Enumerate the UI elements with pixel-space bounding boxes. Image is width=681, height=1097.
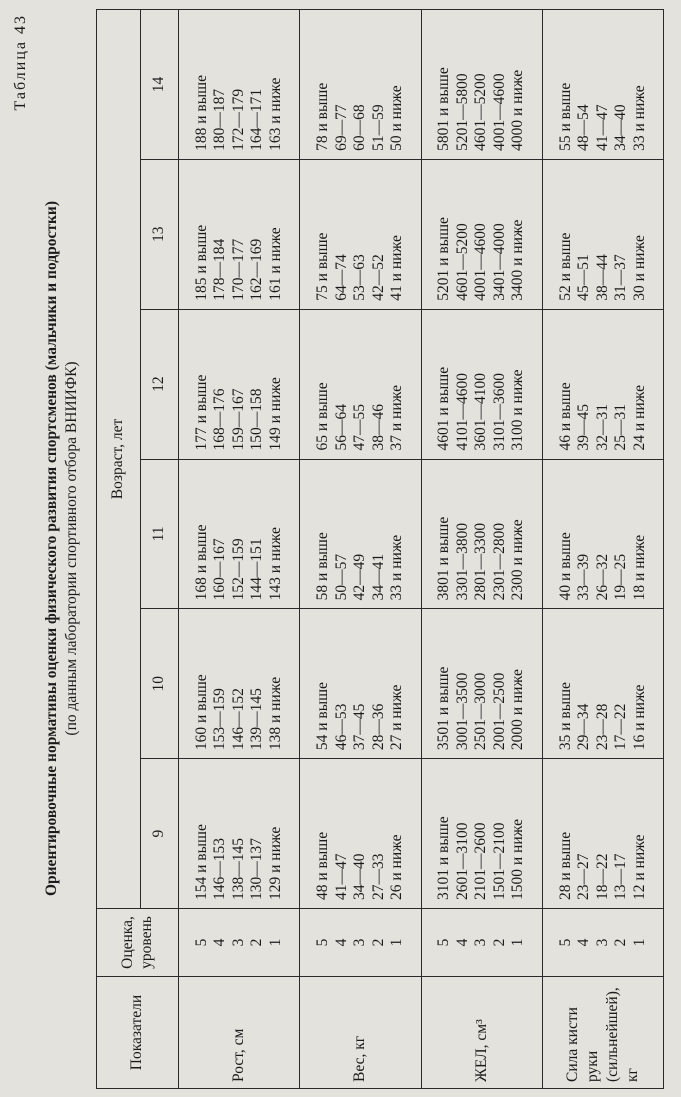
norm-value: 41 и ниже [388, 235, 406, 301]
age-cell-13 [421, 159, 542, 309]
norm-value: 34—41 [369, 553, 387, 601]
norm-value: 33—39 [575, 553, 593, 601]
norm-value: 35 и выше [556, 682, 574, 751]
age-cell-9 [542, 759, 663, 909]
norm-value: 4000 и ниже [509, 69, 527, 151]
table-subtitle: (по данным лаборатории спортивного отбора ВНИИФК) [63, 361, 80, 736]
norm-value: 153—159 [211, 688, 229, 751]
level-value: 3 [593, 938, 611, 947]
norm-value: 185 и выше [192, 224, 210, 301]
norm-value: 28 и выше [556, 831, 574, 900]
norm-value: 51—59 [369, 104, 387, 151]
age-cell-13 [542, 159, 663, 309]
norm-value: 26 и ниже [388, 834, 406, 900]
row-label-grip-strength: Сила кисти руки (сильнейшей), кг [542, 977, 663, 1089]
level-value: 3 [472, 938, 490, 947]
norm-value: 4101—4600 [453, 373, 471, 451]
norm-value: 38—46 [369, 404, 387, 451]
norm-value: 2601—3100 [453, 822, 471, 900]
norm-value: 3801 и выше [435, 516, 453, 601]
table-row-vital-capacity [421, 10, 542, 1089]
norm-value: 4601—5200 [453, 223, 471, 301]
header-age-13: 13 [141, 159, 179, 309]
norm-value: 27 и ниже [388, 684, 406, 751]
norm-value: 150—158 [248, 388, 266, 451]
age-cell-10 [421, 609, 542, 759]
norm-value: 2101—2600 [472, 822, 490, 900]
norm-value: 48 и выше [314, 831, 332, 900]
norm-value: 52 и выше [556, 232, 574, 301]
norm-value: 2301—2800 [490, 522, 508, 601]
norm-value: 41—47 [332, 853, 350, 900]
norm-value: 146—152 [229, 688, 247, 751]
age-cell-9 [179, 759, 300, 909]
norm-value: 58 и выше [314, 532, 332, 601]
norm-value: 34—40 [351, 853, 369, 900]
header-age-14: 14 [141, 10, 179, 160]
norm-value: 152—159 [229, 538, 247, 601]
level-value: 5 [192, 938, 210, 947]
norm-value: 2501—3000 [472, 672, 490, 751]
norm-value: 24 и ниже [630, 384, 648, 451]
level-value: 5 [314, 938, 332, 947]
norm-value: 2801—3300 [472, 522, 490, 601]
norm-value: 178—184 [211, 238, 229, 301]
norm-value: 39—45 [575, 404, 593, 451]
norm-value: 3400 и ниже [509, 219, 527, 301]
norm-value: 2001—2500 [490, 672, 508, 751]
norm-value: 164—171 [248, 88, 266, 151]
table-title: Ориентировочные нормативы оценки физического развития спортсменов (мальчики и подростки) [43, 200, 60, 897]
level-value: 5 [435, 938, 453, 947]
norm-value: 26—32 [593, 553, 611, 601]
norm-value: 37—45 [351, 703, 369, 751]
header-age-group: Возраст, лет [97, 10, 141, 909]
level-value: 2 [248, 938, 266, 947]
age-cell-11 [421, 459, 542, 609]
norm-value: 130—137 [248, 838, 266, 900]
norm-value: 69—77 [332, 104, 350, 151]
norm-value: 48—54 [575, 104, 593, 151]
norm-value: 78 и выше [314, 82, 332, 151]
table-row-weight [300, 10, 421, 1089]
norm-value: 160 и выше [192, 674, 210, 751]
level-value: 3 [351, 938, 369, 947]
age-cell-11 [300, 459, 421, 609]
age-cell-9 [300, 759, 421, 909]
norm-value: 37 и ниже [388, 384, 406, 451]
age-cell-10 [542, 609, 663, 759]
header-row-age [97, 10, 141, 1089]
header-level: Оценка, уровень [97, 909, 179, 977]
norm-value: 3501 и выше [435, 666, 453, 751]
norm-value: 3301—3800 [453, 522, 471, 601]
norm-value: 47—55 [351, 404, 369, 451]
row-label-vital-capacity: ЖЕЛ, см³ [421, 977, 542, 1089]
row-label-height: Рост, см [179, 977, 300, 1089]
header-age-9: 9 [141, 759, 179, 909]
age-cell-11 [179, 459, 300, 609]
norm-value: 75 и выше [314, 232, 332, 301]
age-cell-9 [421, 759, 542, 909]
norm-value: 4001—4600 [490, 73, 508, 151]
norm-value: 138—145 [229, 838, 247, 900]
norm-value: 168—176 [211, 388, 229, 451]
level-value: 4 [453, 938, 471, 947]
norm-value: 3101 и выше [435, 816, 453, 900]
norm-value: 3100 и ниже [509, 369, 527, 451]
norm-value: 16 и ниже [630, 684, 648, 751]
norm-value: 170—177 [229, 238, 247, 301]
norm-value: 33 и ниже [388, 534, 406, 601]
age-cell-12 [179, 309, 300, 459]
norm-value: 23—28 [593, 703, 611, 751]
norm-value: 32—31 [593, 404, 611, 451]
level-value: 2 [490, 938, 508, 947]
age-cell-14 [542, 10, 663, 160]
table-number: Таблица 43 [12, 14, 29, 111]
norm-value: 28—36 [369, 703, 387, 751]
norm-value: 146—153 [211, 838, 229, 900]
norm-value: 65 и выше [314, 382, 332, 451]
norm-value: 23—27 [575, 853, 593, 900]
norm-value: 3601—4100 [472, 373, 490, 451]
norm-value: 160—167 [211, 538, 229, 601]
norm-value: 161 и ниже [266, 227, 284, 301]
norm-value: 163 и ниже [266, 77, 284, 151]
row-levels [300, 909, 421, 977]
table-row-height [179, 10, 300, 1089]
norm-value: 45—51 [575, 254, 593, 301]
norm-value: 18—22 [593, 853, 611, 900]
norm-value: 172—179 [229, 88, 247, 151]
norm-value: 30 и ниже [630, 235, 648, 301]
norm-value: 2000 и ниже [509, 669, 527, 751]
norm-value: 1501—2100 [490, 822, 508, 900]
norm-value: 4601 и выше [435, 366, 453, 451]
norm-value: 50—57 [332, 553, 350, 601]
norm-value: 4601—5200 [472, 73, 490, 151]
norm-value: 53—63 [351, 254, 369, 301]
level-value: 5 [556, 938, 574, 947]
norm-value: 42—49 [351, 553, 369, 601]
norm-value: 42—52 [369, 254, 387, 301]
row-levels [179, 909, 300, 977]
level-value: 3 [229, 938, 247, 947]
norm-value: 3001—3500 [453, 672, 471, 751]
norm-value: 139—145 [248, 688, 266, 751]
age-cell-13 [300, 159, 421, 309]
age-cell-10 [179, 609, 300, 759]
norm-value: 46—53 [332, 703, 350, 751]
level-value: 2 [369, 938, 387, 947]
norm-value: 40 и выше [556, 532, 574, 601]
norm-value: 56—64 [332, 404, 350, 451]
level-value: 1 [266, 938, 284, 947]
norm-value: 177 и выше [192, 374, 210, 451]
age-cell-14 [179, 10, 300, 160]
row-levels [542, 909, 663, 977]
header-age-10: 10 [141, 609, 179, 759]
norm-value: 5201—5800 [453, 73, 471, 151]
norm-value: 25—31 [612, 404, 630, 451]
norm-value: 188 и выше [192, 75, 210, 151]
norm-value: 180—187 [211, 88, 229, 151]
level-value: 4 [332, 938, 350, 947]
norms-table [96, 9, 664, 1089]
age-cell-12 [300, 309, 421, 459]
norm-value: 149 и ниже [266, 377, 284, 451]
norm-value: 1500 и ниже [509, 818, 527, 900]
level-value: 1 [630, 938, 648, 947]
norm-value: 27—33 [369, 853, 387, 900]
norm-value: 162—169 [248, 238, 266, 301]
norm-value: 129 и ниже [266, 826, 284, 900]
norm-value: 12 и ниже [630, 834, 648, 900]
norm-value: 17—22 [612, 703, 630, 751]
norm-value: 54 и выше [314, 682, 332, 751]
row-label-weight: Вес, кг [300, 977, 421, 1089]
header-indicator: Показатели [97, 977, 179, 1089]
norm-value: 154 и выше [192, 824, 210, 900]
norm-value: 143 и ниже [266, 527, 284, 601]
norm-value: 50 и ниже [388, 85, 406, 151]
norm-value: 29—34 [575, 703, 593, 751]
norm-value: 34—40 [612, 104, 630, 151]
level-value: 1 [388, 938, 406, 947]
age-cell-14 [300, 10, 421, 160]
norm-value: 60—68 [351, 104, 369, 151]
norm-value: 5801 и выше [435, 67, 453, 151]
norm-value: 55 и выше [556, 82, 574, 151]
table-row-grip-strength [542, 10, 663, 1089]
age-cell-12 [421, 309, 542, 459]
age-cell-12 [542, 309, 663, 459]
age-cell-13 [179, 159, 300, 309]
norm-value: 19—25 [612, 553, 630, 601]
level-value: 4 [575, 938, 593, 947]
norm-value: 3101—3600 [490, 373, 508, 451]
header-age-11: 11 [141, 459, 179, 609]
norm-value: 3401—4000 [490, 223, 508, 301]
level-value: 1 [509, 938, 527, 947]
level-value: 4 [211, 938, 229, 947]
header-age-12: 12 [141, 309, 179, 459]
norm-value: 18 и ниже [630, 534, 648, 601]
norm-value: 31—37 [612, 254, 630, 301]
age-cell-10 [300, 609, 421, 759]
norm-value: 46 и выше [556, 382, 574, 451]
age-cell-11 [542, 459, 663, 609]
norm-value: 159—167 [229, 388, 247, 451]
norm-value: 33 и ниже [630, 85, 648, 151]
norm-value: 138 и ниже [266, 676, 284, 751]
norm-value: 4001—4600 [472, 223, 490, 301]
norm-value: 64—74 [332, 254, 350, 301]
norm-value: 144—151 [248, 538, 266, 601]
norm-value: 41—47 [593, 104, 611, 151]
norm-value: 2300 и ниже [509, 519, 527, 601]
age-cell-14 [421, 10, 542, 160]
level-value: 2 [612, 938, 630, 947]
norm-value: 38—44 [593, 254, 611, 301]
norm-value: 13—17 [612, 853, 630, 900]
row-levels [421, 909, 542, 977]
norm-value: 5201 и выше [435, 217, 453, 301]
norm-value: 168 и выше [192, 524, 210, 601]
